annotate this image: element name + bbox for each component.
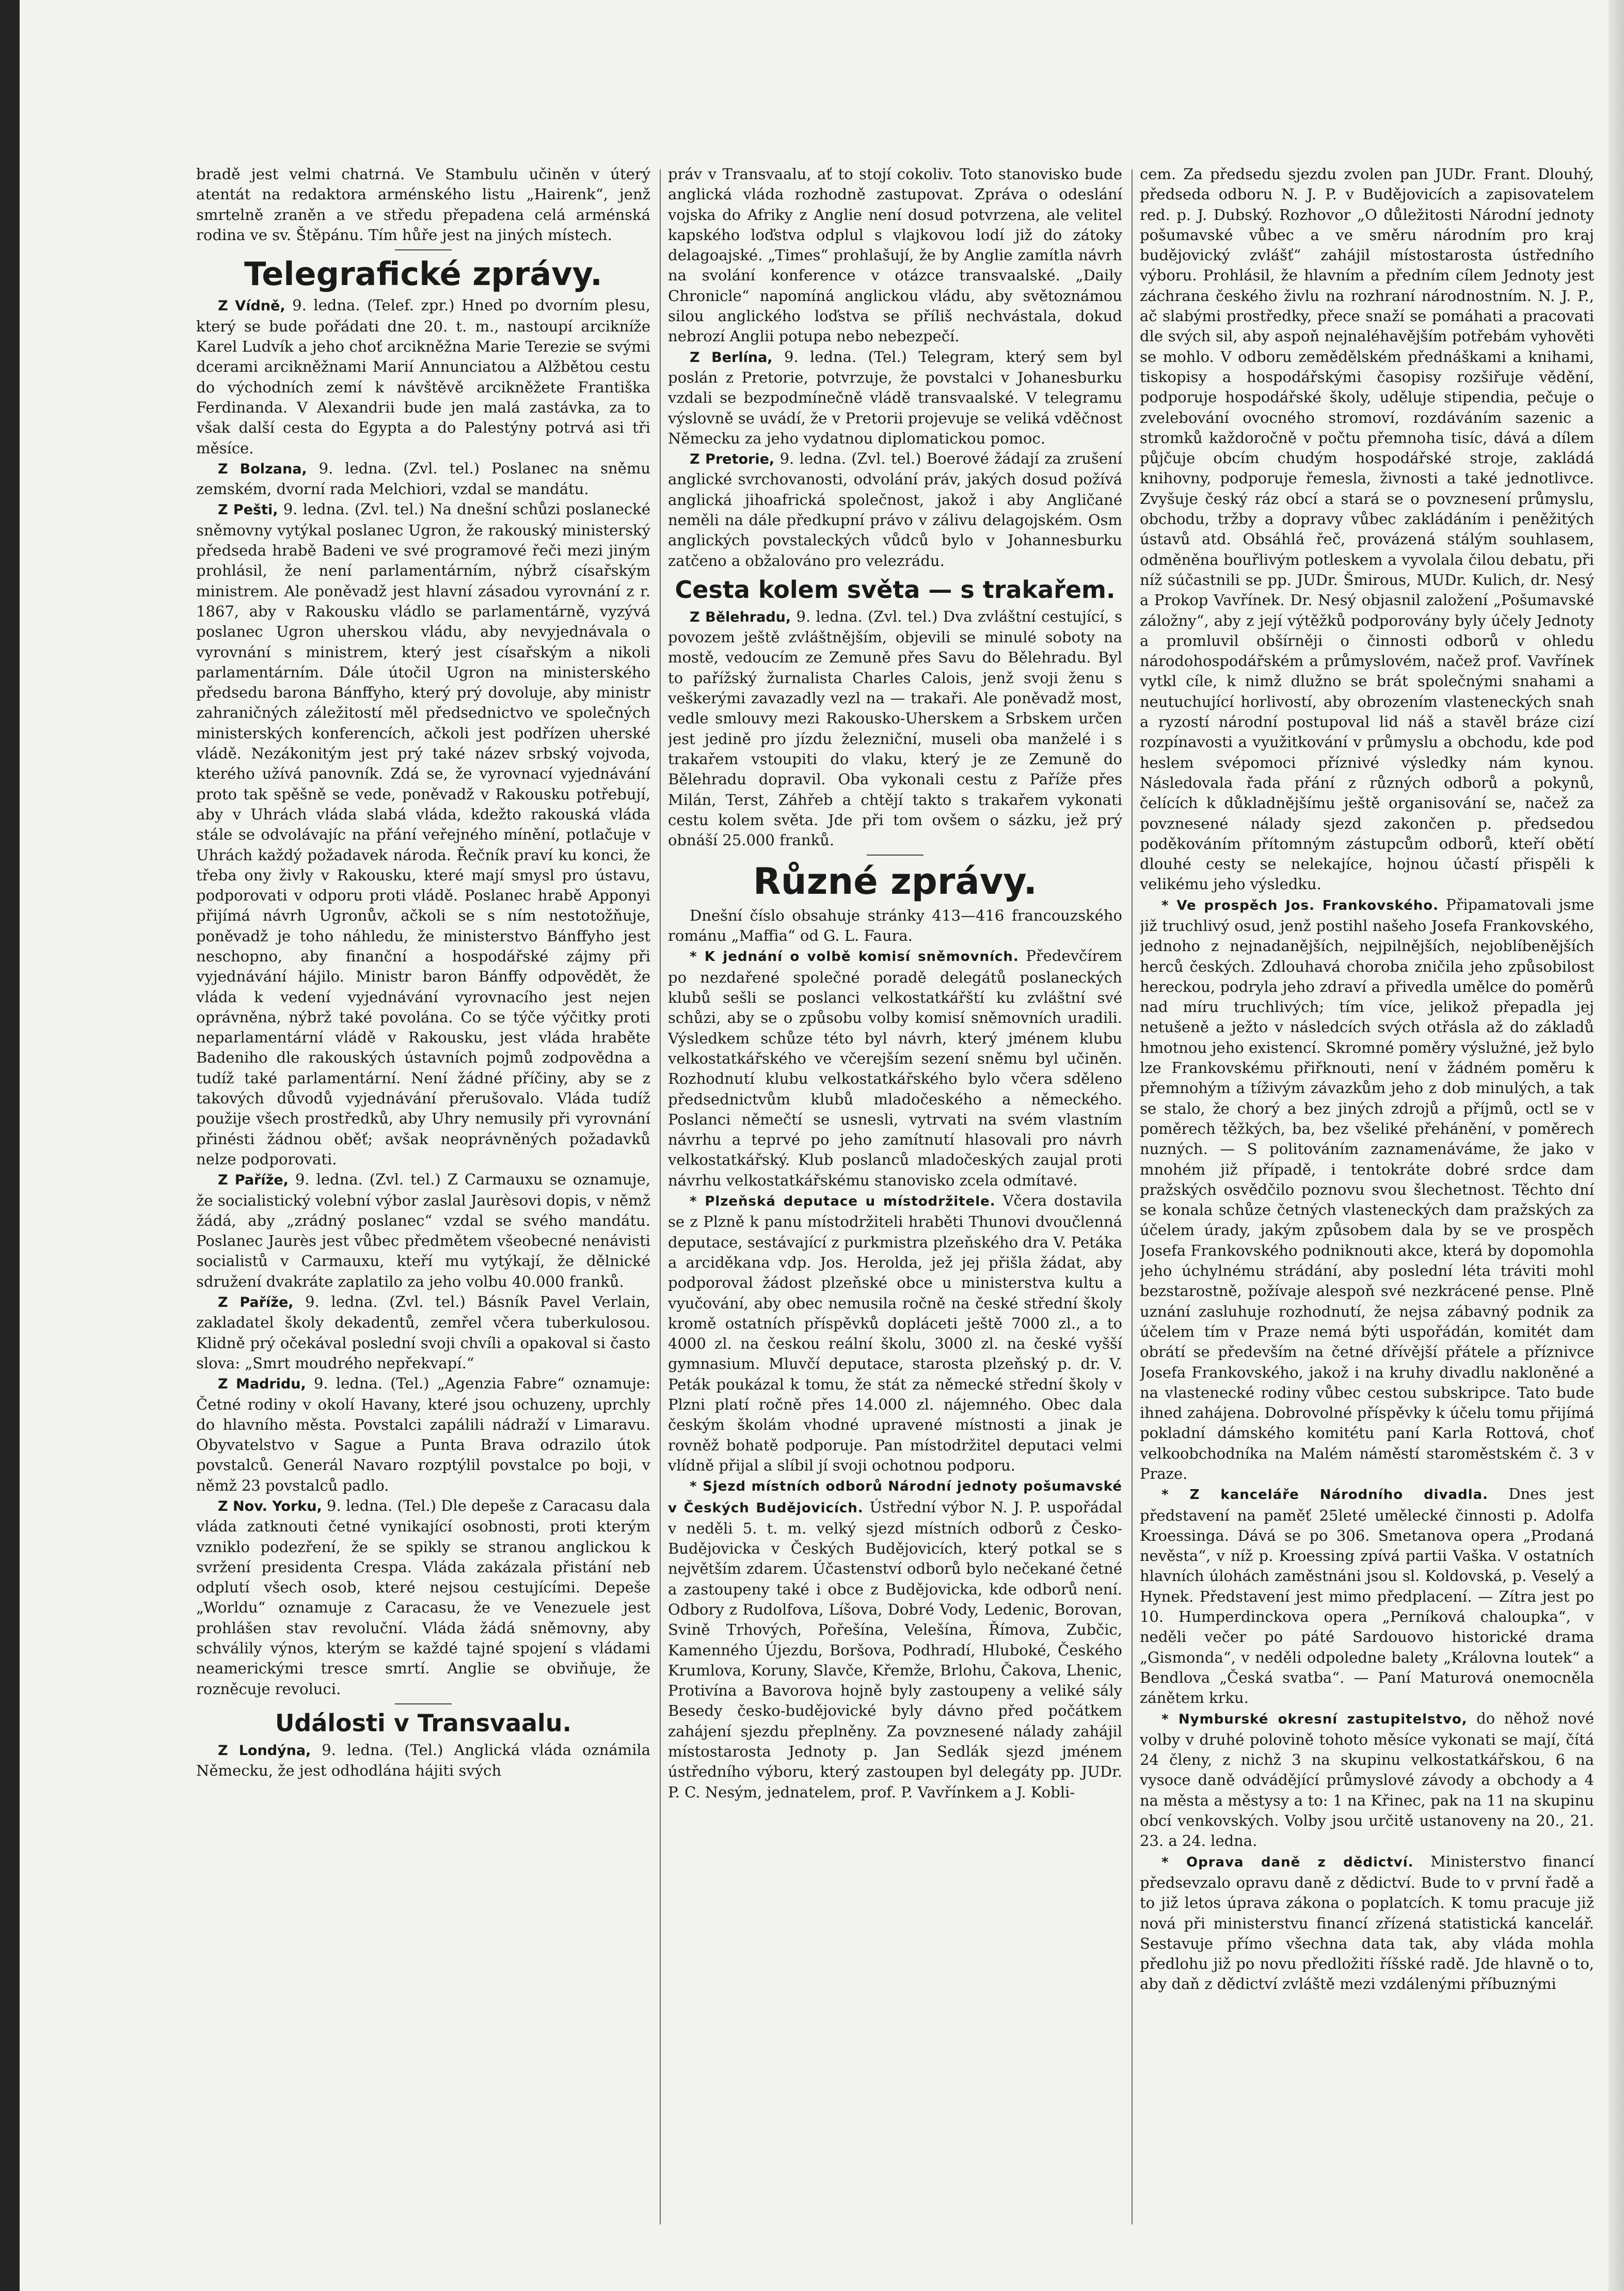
article-heading: * Oprava daně z dědictví. (1161, 1854, 1414, 1870)
article-plzen (668, 1191, 1122, 1476)
article-new-york (196, 1496, 650, 1699)
section-title-world-trip: Cesta kolem světa — s trakařem. (675, 575, 1116, 604)
article-heading: * Ve prospěch Jos. Frankovského. (1161, 897, 1439, 913)
article-belgrade (668, 607, 1122, 851)
column-2 (668, 164, 1122, 2235)
article-text: Připamatovali jsme již truchlivý osud, jenž postihl našeho Josefa Frankovského, jednoho z nejnadanějších, nejpilnějších, nejoblíbenějších herců českých. Zdlouhavá choroba zničila jeho způsobilost hereckou, podryla jeho zdraví a přivedla umělce do poměrů nad míru truchlivých; tím více, jelikož přepadla jej netušeně a ježto v následcích svých otřásla až do základů hmotnou jeho existencí. Skromné poměry výslužné, jež bylo lze Frankovskému přiřknouti, není v žádném poměru k přemnohým a tíživým závazkům jeho z dob minulých, a tak se stalo, že chorý a bez jiných zdrojů a příjmů, octl se v poměrech těžkých, ba, bez všeliké přehánění, v poměrech nuzných. — S politováním zaznamenáváme, že jako v mnohém již případě, i tentokráte dobré srdce dam pražských osvědčilo poznovu svou šlechetnost. Těchto dní se konala schůze četných vlasteneckých dam pražských za účelem úrady, jakým způsobem dala by se ve prospěch Josefa Frankovského podniknouti akce, která by dopomohla jeho úchylnému strádání, aby poslední léta tráviti mohl bezstarostně, požívaje alespoň své nezkrácené pense. Plně uznání zasluhuje rozhodnutí, že nejsa zábavný podnik za účelem tím v Praze nemá býti uspořádán, komitét dam obrátí se především na četné dřívější přátele a příznivce Josefa Frankovského, jakož i na kruhy divadlu nakloněné a na vlastenecké rodiny vůbec cestou subskripce. Tato bude ihned zahájena. Dobrovolné příspěvky k účelu tomu přijímá pokladní dámského komitétu paní Karla Rottová, choť velkoobchodníka na Malém náměstí staroměstském č. 3 v Praze. (1140, 895, 1594, 1482)
article-inheritance-tax (1140, 1852, 1594, 1995)
dateline: Z Londýna, (218, 1742, 311, 1759)
article-heading: * Z kanceláře Národního divadla. (1161, 1487, 1489, 1503)
column-3 (1140, 164, 1594, 2235)
dateline: Z Paříže, (218, 1172, 289, 1189)
divider (395, 249, 452, 250)
article-text: Včera dostavila se z Plzně k panu místodržiteli hraběti Thunovi dvoučlenná deputace, sestávající z purkmistra plzeňského dra V. Petáka a arciděkana vdp. Jos. Herolda, jež jej přišla žádat, aby podporoval žádost plzeňské obce u ministerstva kultu a vyučování, aby obec nemusila ročně na české střední školy kromě ostatních příspěvků dopláceti ještě 7000 zl., a to 4000 zl. na českou reální školu, 3000 zl. na české vyšší gymnasium. Mluvčí deputace, starosta plzeňský p. dr. V. Peták poukázal k tomu, že stát za německé střední školy v Plzni platí ročně přes 14.000 zl. nájemného. Obec dala českým školám vhodné upravené místnosti a jinak je rovněž bohatě podporuje. Pan místodržitel deputaci velmi vlídně přijal a slíbil jí svoji ochotnou podporu. (668, 1192, 1122, 1474)
article-paris-2 (196, 1292, 650, 1373)
article-text: 9. ledna. (Tel.) „Agenzia Fabre“ oznamuje: Četné rodiny v okolí Havany, které jsou ochuzeny, uprchly do hlavního města. Povstalci zapálili nádraží v Limaravu. Obyvatelstvo v Sague a Punta Brava odrazilo útok povstalců. Generál Navaro rozptýlil povstalce po boji, v němž 23 povstalců padlo. (196, 1374, 650, 1494)
dateline: Z Bělehradu, (690, 609, 791, 625)
article-paris-1 (196, 1170, 650, 1292)
article-text: 9. ledna. (Telef. zpr.) Hned po dvorním plesu, který se bude pořádati dne 20. t. m., nastoupí arcikníže Karel Ludvík a jeho choť arcikněžna Marie Terezie se svými dcerami arcikněžnami Marií Annunciatou a Alžbětou cestu do východních zemí k návštěvě arcikněžete Františka Ferdinanda. V Alexandrii bude jen malá zastávka, za to však další cesta do Egypta a do Palestýny potrvá asi tři měsíce. (196, 296, 650, 457)
column-1 (196, 164, 650, 2235)
article-text: Ministerstvo financí předsevzalo opravu daně z dědictví. Bude to v první řadě a to již letos úprava zákona o poplatcích. K tomu pracuje již nová při ministerstvu financí zřízená statistická kancelář. Sestavuje přímo všechna data tak, aby vláda mohla předlohu již po novu předložiti říšské radě. Jde hlavně o to, aby daň z dědictví zvláště mezi vzdálenými příbuznými (1140, 1852, 1594, 1993)
article-continued: cem. Za předsedu sjezdu zvolen pan JUDr. Frant. Dlouhý, předseda odboru N. J. P. v Budějovicích a zapisovatelem red. p. J. Dubský. Rozhovor „O důležitosti Národní jednoty pošumavské vůbec a ve směru národním pro kraj budějovický zvlášť“ zahájil místostarosta ústředního výboru. Prohlásil, že hlavním a předním cílem Jednoty jest záchrana českého živlu na rozhraní národnostním. N. J. P., ač slabými prostředky, přece snaží se pomáhati a pracovati dle svých sil, aby aspoň nejnaléhavějším potřebám vyhověti se mohlo. V odboru zemědělském přednáškami a knihami, tiskopisy a hospodářskými časopisy rozšiřuje vědění, podporuje hospodářské školy, uděluje stipendia, pečuje o zvelebování ovocného stromoví, rozdáváním sazenic a stromků každoročně v počtu přemnoha tisíc, dává a dílem půjčuje obcím chudým hospodářské stroje, zakládá knihovny, podporuje řemesla, živnosti a také jednotlivce. Zvyšuje český ráz obcí a stará se o povznesení průmyslu, obchodu, tržby a dopravy vůbec zakládáním i peněžitých ústavů atd. Obsáhlá řeč, provázená stálým souhlasem, odměněna bouřlivým potleskem a vyvolala čilou debatu, při níž súčastnili se pp. JUDr. Šmirous, MUDr. Kulich, dr. Nesý a Prokop Vavřínek. Dr. Nesý objasnil založení „Pošumavské záložny“, aby z její výtěžků podporovány byly účely Jednoty a promluvil obšírněji o činnosti odborů v ohledu národohospodářském a průmyslovém, načež prof. Vavřínek vytkl cíle, k nimž dlužno se brát společnými snahami a neutuchující horlivostí, aby obrozením vlasteneckých snah a ryzostí národní postupoval lid náš a stavěl bráze cizí rozpínavosti a využitkování v průmyslu a obchodu, kde pod heslem svépomoci příznivé výsledky nám kynou. Následovala řada přání z různých odborů a pokynů, čelících k důkladnějšímu ještě organisování se, načež za povznesené nálady sjezd zakončen p. předsedou poděkováním přítomným zástupcům odborů, kteří obětí dlouhé cesty se nelekajíce, hojnou účastí přispěli k velikému jeho výsledku. (1140, 165, 1594, 893)
article-national-theatre (1140, 1484, 1594, 1708)
article-madrid (196, 1373, 650, 1496)
article-text: do něhož nové volby v druhé polovině tohoto měsíce vykonati se mají, čítá 24 členy, z nichž 3 na skupinu velkostatkářskou, 6 na vysoce daně odvádějící průmyslové závody a obchody a 4 na města a městysy a to: 1 na Křinec, pak na 11 na skupinu obcí venkovských. Volby jsou určitě ustanoveny na 20., 21. 23. a 24. ledna. (1140, 1709, 1594, 1850)
article-text: 9. ledna. (Zvl. tel.) Dva zvláštní cestující, s povozem ještě zvláštnějším, objevili se minulé soboty na mostě, vedoucím ze Zemuně přes Savu do Bělehradu. Byl to pařížský žurnalista Charles Calois, jenž svoji ženu s veškerými zavazadly vezl na — trakaři. Ale poněvadž most, vedle smlouvy mezi Rakousko-Uherskem a Srbskem určen jest jedině pro jízdu železniční, museli oba manželé i s trakařem vstoupiti do vlaku, který je ze Zemuně do Bělehradu dopravil. Oba vykonali cestu z Paříže přes Milán, Terst, Záhřeb a chtějí takto s trakařem vykonati cestu kolem světa. Jde při tom ovšem o sázku, jež prý obnáší 25.000 franků. (668, 607, 1122, 849)
dateline: Z Pretorie, (690, 451, 775, 468)
dateline: Z Madridu, (218, 1376, 306, 1393)
article-text: 9. ledna. (Zvl. tel.) Z Carmauxu se oznamuje, že socialistický volební výbor zaslal Jaurèsovi dopis, v němž žádá, aby „zrádný poslanec“ vzdal se svého mandátu. Poslanec Jaurès jest vůbec předmětem všeobecné nenávisti socialistů v Carmauxu, kteří mu vytýkají, že dělnické sdružení dvakráte zaplatilo za jeho volbu 40.000 franků. (196, 1171, 650, 1290)
article-sjezd (668, 1476, 1122, 1803)
column-rule-1 (660, 169, 661, 2224)
section-title-transvaal: Události v Transvaalu. (275, 1709, 572, 1737)
article-text: Dnes jest představení na paměť 25leté umělecké činnosti p. Adolfa Kroessinga. Dává se po 306. Smetanova opera „Prodaná nevěsta“, v níž p. Kroessing zpívá partii Vaška. V ostatních hlavních úlohách zaměstnáni jsou sl. Koldovská, p. Veselý a Hynek. Představení jest mimo předplacení. — Zítra jest po 10. Humperdinckova opera „Perníková chaloupka“, v neděli večer po páté Sardouovo historické drama „Gismonda“, v neděli odpoledne balety „Královna loutek“ a Bendlova „Česká svatba“. — Paní Maturová onemocněla zánětem krku. (1140, 1485, 1594, 1707)
article-text: 9. ledna. (Tel.) Anglická vláda oznámila Německu, že jest odhodlána hájiti svých (196, 1741, 650, 1780)
article-vienna (196, 295, 650, 458)
article-text: 9. ledna. (Zvl. tel.) Poslanec na sněmu zemském, dvorní rada Melchiori, vzdal se mandátu. (196, 459, 650, 498)
article-london (196, 1740, 650, 1781)
article-pretoria (668, 449, 1122, 571)
divider (395, 1703, 452, 1704)
section-title-various: Různé zprávy. (753, 860, 1038, 903)
dateline: Z Bolzana, (218, 461, 307, 477)
article-text: 9. ledna. (Tel.) Telegram, který sem byl poslán z Pretorie, potvrzuje, že povstalci v Johanesburku vzdali se bezpodmínečně vládě transvaalské. V telegramu výslovně se uvádí, že v Pretorii projevuje se veliká vděčnost Německu za jeho vydatnou diplomatickou pomoc. (668, 347, 1122, 447)
section-title-telegrafic: Telegrafické zprávy. (244, 255, 602, 293)
page-binding-edge (0, 0, 20, 2291)
dateline: Z Paříže, (218, 1294, 294, 1311)
page-right-edge (1609, 0, 1624, 2291)
article-text: Předevčírem po nezdařené společné poradě delegátů poslaneckých klubů sešli se poslanci velkostatkářští ku zvláštní své schůzi, aby se o způsobu volby komisí sněmovních uradili. Výsledkem schůze této byl návrh, který jménem klubu velkostatkářského ve včerejším sezení sněmu byl učiněn. Rozhodnutí klubu velkostatkářského bylo včera sděleno předsednictvům klubů mladočeského a německého. Poslanci němečtí se usnesli, vytrvati na svém vlastním návrhu a teprvé po jeho zamítnutí hlasovali pro návrh velkostatkářský. Klub poslanců mladočeských zaujal proti návrhu velkostatkářskému stanovisko zcela odmítavé. (668, 947, 1122, 1189)
article-commission (668, 946, 1122, 1191)
column-rule-2 (1132, 169, 1133, 2224)
dateline: Z Pešti, (218, 502, 278, 518)
newspaper-page (196, 164, 1611, 2235)
article-heading: * Sjezd místních odborů Národní jednoty pošumavské v Českých Budějovicích. (668, 1479, 1122, 1516)
article-continued: práv v Transvaalu, ať to stojí cokoliv. Toto stanovisko bude anglická vláda rozhodně zastupovat. Zpráva o odeslání vojska do Afriky z Anglie není dosud potvrzena, ale velitel kapského loďstva odplul s vlajkovou lodí již do zátoky delagoajské. „Times“ prohlašují, že by Anglie zamítla návrh na svolání konference v otázce transvaalské. „Daily Chronicle“ napomíná anglickou vládu, aby světoznámou silou anglického loďstva se příliš nechvástala, dokud nebrozí Anglii potupa nebo nebezpečí. (668, 165, 1122, 345)
article-pest (196, 499, 650, 1170)
article-bolzano (196, 459, 650, 500)
article-novel-notice: Dnešní číslo obsahuje stránky 413—416 francouzského románu „Maffia“ od G. L. Faura. (668, 906, 1122, 945)
article-text: 9. ledna. (Zvl. tel.) Boerové žádají za zrušení anglické svrchovanosti, odvolání práv, jakých dosud požívá anglická jihoafrická společnost, jakož i aby Angličané neměli na dále předkupní právo v zálivu delagojském. Osm anglických povstaleckých vůdců bylo v Johannesburku zatčeno a obžalováno pro velezrádu. (668, 450, 1122, 570)
article-heading: * K jednání o volbě komisí sněmovních. (690, 949, 1019, 965)
article-text: Ústřední výbor N. J. P. uspořádal v neděli 5. t. m. velký sjezd místních odborů z Česko-Budějovicka v Českých Budějovicích, který potkal se s největším zdarem. Účastenství odborů bylo nečekané četné a zastoupeny také i obce z Budějovicka, kde odborů není. Odbory z Rudolfova, Líšova, Dobré Vody, Ledenic, Borovan, Svině Trhových, Pořešína, Velešína, Římova, Zubčic, Kamenného Újezdu, Boršova, Podhradí, Hluboké, Českého Krumlova, Koruny, Slavče, Křemže, Brlohu, Čakova, Lhenic, Protivína a Bavorova hojně byly zastoupeny a veliké sály Besedy česko-budějovické byly dávno před počátkem zahájení sjezdu přeplněny. Za povznesené nálady zahájil místostarosta Jednoty p. Jan Sedlák sjezd jménem ústředního výboru, který zastoupen byl delegáty pp. JUDr. P. C. Nesým, jednatelem, prof. P. Vavřínkem a J. Kobli- (668, 1498, 1122, 1801)
dateline: Z Nov. Yorku, (218, 1498, 322, 1514)
article-frankovsky (1140, 895, 1594, 1484)
divider (867, 855, 924, 856)
article-text: 9. ledna. (Tel.) Dle depeše z Caracasu dala vláda zatknouti četné vynikající osobnosti, proti kterým vzniklo podezření, že se spikly se stranou anglickou k svržení presidenta Crespa. Vláda zakázala přistání neb odplutí všech osob, které nejsou cestujícími. Depeše „Worldu“ oznamuje z Caracasu, že ve Venezuele jest prohlášen stav revoluční. Vláda žádá sněmovny, aby schválily výnos, kterým se každé tajné spojení s vládami neamerickými tresce smrtí. Anglie se obviňuje, že rozněcuje revoluci. (196, 1497, 650, 1698)
intro-paragraph: bradě jest velmi chatrná. Ve Stambulu učiněn v úterý atentát na redaktora arménského listu „Hairenk“, jenž smrtelně zraněn a ve středu přepadena celá arménská rodina ve sv. Štěpánu. Tím hůře jest na jiných místech. (196, 165, 650, 244)
article-heading: * Plzeňská deputace u místodržitele. (690, 1194, 996, 1210)
article-heading: * Nymburské okresní zastupitelstvo, (1161, 1711, 1468, 1727)
article-text: 9. ledna. (Zvl. tel.) Na dnešní schůzi poslanecké sněmovny vytýkal poslanec Ugron, že rakouský ministerský předseda hrabě Badeni ve své programové řeči mezi jiným prohlásil, že není parlamentárním, nýbrž císařským ministrem. Ale poněvadž jest hlavní zásadou vyrovnání z r. 1867, aby v Rakousku vládlo se parlamentárně, vyzývá poslanec Ugron uherskou vládu, aby nevyjednávala o vyrovnání s ministrem, který jest císařským a nikoli parlamentárním. Dále útočil Ugron na ministerského předsedu barona Bánffyho, který prý dovoluje, aby ministr zahraničných záležitostí měl předsednictvo ve společných ministerských konferencích, ačkoli jest podřízen uherské vládě. Nezákonitým jest prý také název srbský vojvoda, kterého užívá panovník. Zdá se, že vyrovnací vyjednávání proto tak spěšně se vede, poněvadž v Rakousku potřebují, aby v Uhrách vláda slabá vláda, kdežto rakouská vláda stále se odvolávajíc na přání veřejného mínění, potlačuje v Uhrách každý požadavek národa. Řečník praví ku konci, že třeba ony živly v Rakousku, které mají smysl pro ústavu, podporovati v odporu proti vládě. Poslanec hrabě Apponyi přijímá návrh Ugronův, ačkoli se s ním nestotožňuje, poněvadž je toho náhledu, že ministerstvo Bánffyho jest neschopno, aby finanční a hospodářské zájmy při vyjednávání hájilo. Ministr baron Bánffy odpovědět, že vláda k vedení vyjednávání vyrovnacího jest nejen oprávněna, nýbrž také povolána. Co se týče výčitky proti neparlamentární vládě v Rakousku, jest vláda hraběte Badeniho dle rakouských ústavních pojmů zodpovědna a tudíž také parlamentární. Není žádné příčiny, aby se z takových důvodů vyjednávání přerušovalo. Vláda tudíž použije všech prostředků, aby Uhry nemusily při vyrovnání přinésti žádnou oběť; avšak neoprávněných požadavků nelze podporovati. (196, 500, 650, 1168)
dateline: Z Berlína, (690, 349, 773, 366)
article-nymburk (1140, 1709, 1594, 1852)
article-berlin (668, 347, 1122, 449)
dateline: Z Vídně, (218, 298, 285, 314)
article-text: 9. ledna. (Zvl. tel.) Básník Pavel Verlain, zakladatel školy dekadentů, zemřel včera tuberkulosou. Klidně prý očekával poslední svoji chvíli a opakoval si často slova: „Smrt moudrého nepřekvapí.“ (196, 1293, 650, 1372)
